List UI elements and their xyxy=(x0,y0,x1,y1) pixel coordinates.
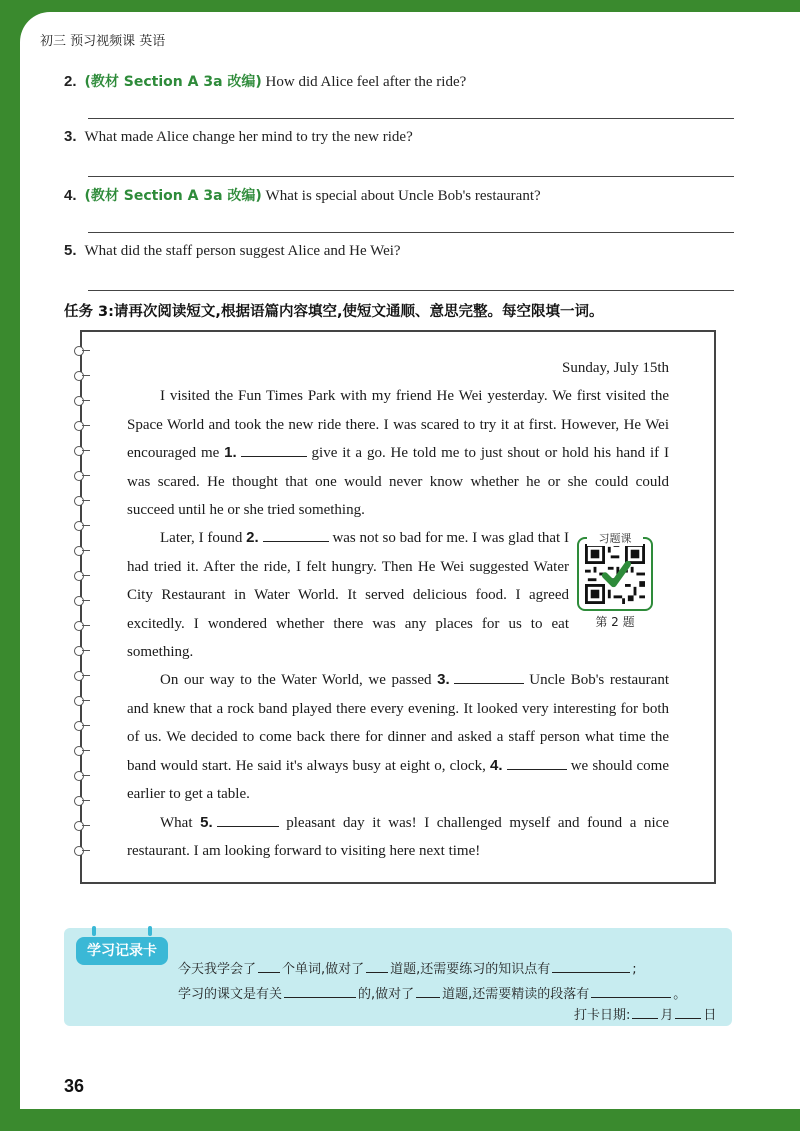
question-source: (教材 Section A 3a 改编) xyxy=(84,188,262,204)
blank-3[interactable] xyxy=(454,669,524,684)
question-3 xyxy=(64,128,413,146)
blank-5[interactable] xyxy=(217,812,279,827)
record-text: 今天我学会了 xyxy=(178,962,257,977)
passage-text-run: Later, I found xyxy=(160,530,247,547)
binder-ring-icon xyxy=(74,346,84,356)
record-text: 月 xyxy=(660,1008,674,1023)
binder-ring-icon xyxy=(74,646,84,656)
record-line-2 xyxy=(178,983,686,1002)
study-record-title: 学习记录卡 xyxy=(76,937,168,965)
question-text: What is special about Uncle Bob's restaurant? xyxy=(265,188,541,204)
pin-icon xyxy=(92,926,96,936)
binder-ring-icon xyxy=(74,721,84,731)
answer-line[interactable] xyxy=(88,290,734,291)
blank-4[interactable] xyxy=(507,755,567,770)
pin-icon xyxy=(148,926,152,936)
passage-text-run: Uncle Bob's restaurant and knew that a rock band played there every evening. It looked very interesting for both of us. We decided to come back there for dinner and asked a staff person what time the band would start. He said it's always busy at eight o, clock, xyxy=(127,672,669,774)
binder-rings xyxy=(70,346,100,876)
binder-ring-icon xyxy=(74,696,84,706)
answer-line[interactable] xyxy=(88,232,734,233)
question-text: What did the staff person suggest Alice and He Wei? xyxy=(84,243,401,259)
record-blank[interactable] xyxy=(258,960,280,973)
record-line-1 xyxy=(178,958,637,977)
passage-paragraph-3 xyxy=(127,666,669,808)
task3-instruction: 任务 3:请再次阅读短文,根据语篇内容填空,使短文通顺、意思完整。每空限填一词。 xyxy=(64,304,604,320)
question-number: 5. xyxy=(64,242,77,259)
record-blank[interactable] xyxy=(632,1006,658,1019)
passage-text-run: I visited the Fun Times Park with my friend He Wei yesterday. We first visited the Space World and took the new ride there. I was scared to try it at first. However, He Wei encouraged me xyxy=(127,388,669,462)
record-text: ; xyxy=(632,962,637,977)
blank-number-2: 2. xyxy=(246,529,259,547)
passage-text-run: pleasant day it was! I challenged myself and found a nice restaurant. I am looking forward to visiting here next time! xyxy=(127,814,669,859)
passage-paragraph-1 xyxy=(127,382,669,524)
qr-code-card[interactable] xyxy=(577,530,653,630)
record-text: 道题,还需要练习的知识点有 xyxy=(390,962,551,977)
question-4 xyxy=(64,185,541,205)
page-header: 初三 预习视频课 英语 xyxy=(40,34,166,49)
passage-text-run: What xyxy=(160,814,201,831)
question-number: 3. xyxy=(64,128,77,145)
passage-text-run: was not so bad for me. I was glad that I had tried it. After the ride, I felt hungry. Then He Wei suggested Water City Restaurant in Water World. It served delicious food. I agreed excitedly. I wondered whether there was any places for us to eat something. xyxy=(127,530,569,661)
record-blank[interactable] xyxy=(284,985,356,998)
passage-text-run: we should come earlier to get a table. xyxy=(127,757,669,803)
blank-1[interactable] xyxy=(241,442,307,457)
passage-text-run: give it a go. He told me to just shout or hold his hand if I was scared. He thought that one would never know whether he or she could could succeed until he or she tried something. xyxy=(127,445,669,519)
qr-code-icon[interactable] xyxy=(585,544,645,604)
record-blank[interactable] xyxy=(416,985,440,998)
binder-ring-icon xyxy=(74,496,84,506)
passage-paragraph-4 xyxy=(127,809,669,866)
record-text: 日 xyxy=(703,1008,717,1023)
record-blank[interactable] xyxy=(552,960,630,973)
record-text: 。 xyxy=(673,987,687,1002)
blank-number-4: 4. xyxy=(490,756,503,774)
question-text: How did Alice feel after the ride? xyxy=(265,74,467,90)
binder-ring-icon xyxy=(74,521,84,531)
binder-ring-icon xyxy=(74,771,84,781)
binder-ring-icon xyxy=(74,621,84,631)
record-text: 的,做对了 xyxy=(358,987,415,1002)
binder-ring-icon xyxy=(74,471,84,481)
record-blank[interactable] xyxy=(591,985,671,998)
record-text: 道题,还需要精读的段落有 xyxy=(442,987,590,1002)
record-text: 打卡日期: xyxy=(574,1008,631,1023)
binder-ring-icon xyxy=(74,796,84,806)
question-number: 2. xyxy=(64,73,77,90)
question-number: 4. xyxy=(64,187,77,204)
passage-text-run: On our way to the Water World, we passed xyxy=(160,672,438,689)
binder-ring-icon xyxy=(74,596,84,606)
binder-ring-icon xyxy=(74,846,84,856)
binder-ring-icon xyxy=(74,671,84,681)
binder-ring-icon xyxy=(74,746,84,756)
passage-date: Sunday, July 15th xyxy=(562,360,669,376)
answer-line[interactable] xyxy=(88,176,734,177)
question-2 xyxy=(64,71,466,91)
answer-line[interactable] xyxy=(88,118,734,119)
record-text: 个单词,做对了 xyxy=(282,962,365,977)
record-blank[interactable] xyxy=(366,960,388,973)
question-5 xyxy=(64,242,401,260)
blank-number-3: 3. xyxy=(437,671,450,689)
blank-2[interactable] xyxy=(263,527,329,542)
binder-ring-icon xyxy=(74,396,84,406)
binder-ring-icon xyxy=(74,371,84,381)
qr-bottom-label: 第 2 题 xyxy=(595,615,635,629)
binder-ring-icon xyxy=(74,571,84,581)
qr-top-label: 习题课 xyxy=(587,530,643,546)
binder-ring-icon xyxy=(74,821,84,831)
blank-number-1: 1. xyxy=(224,444,237,462)
record-date xyxy=(574,1004,716,1023)
record-text: 学习的课文是有关 xyxy=(178,987,283,1002)
binder-ring-icon xyxy=(74,446,84,456)
blank-number-5: 5. xyxy=(200,813,213,831)
question-text: What made Alice change her mind to try the new ride? xyxy=(84,129,413,145)
page-number: 36 xyxy=(64,1076,85,1096)
record-blank[interactable] xyxy=(675,1006,701,1019)
binder-ring-icon xyxy=(74,421,84,431)
question-source: (教材 Section A 3a 改编) xyxy=(84,74,262,90)
binder-ring-icon xyxy=(74,546,84,556)
